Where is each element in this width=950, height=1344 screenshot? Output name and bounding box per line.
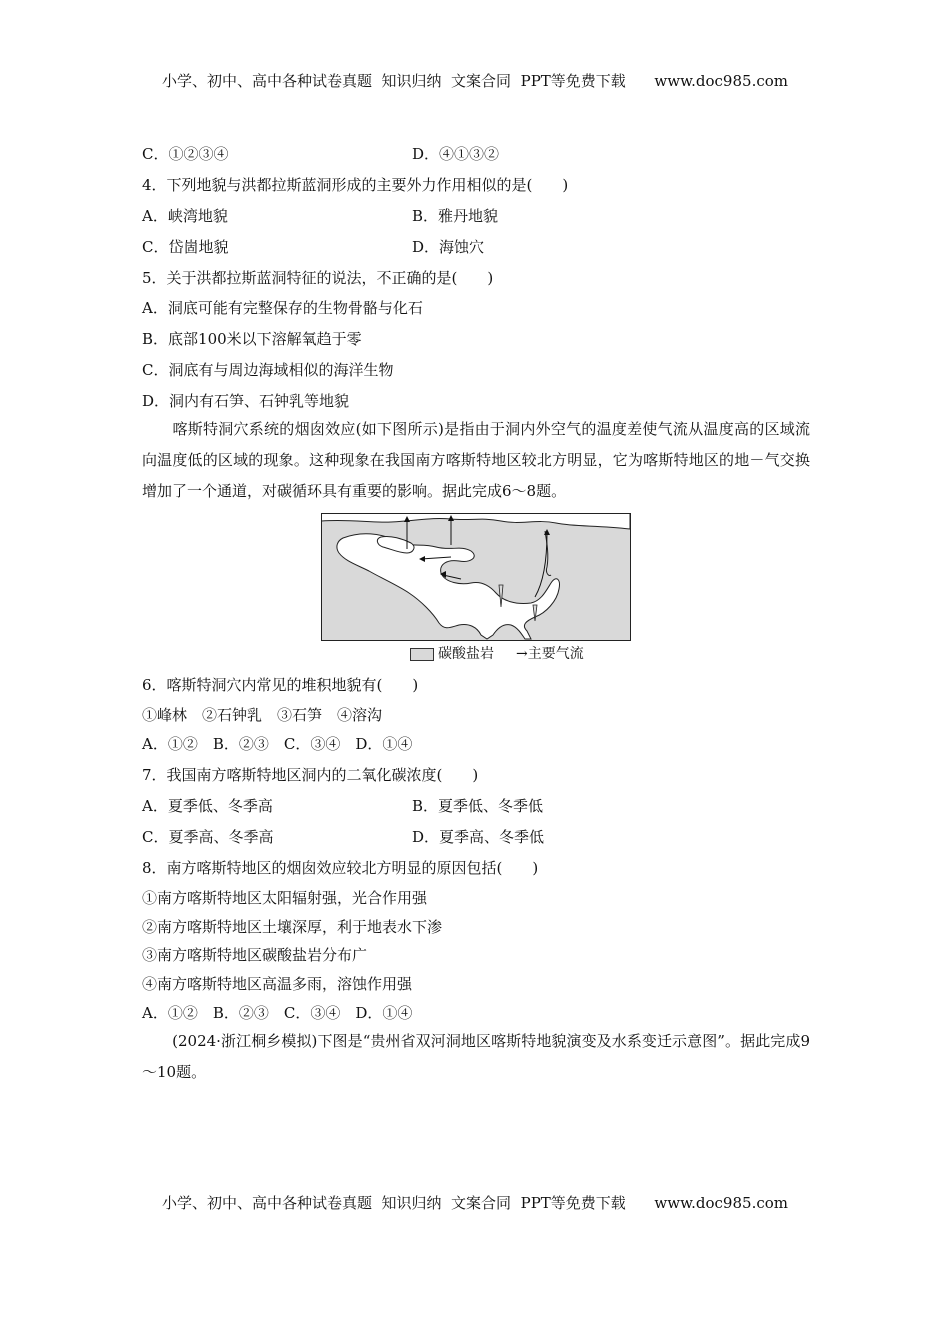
q4-option-b: B．雅丹地貌 [412, 207, 499, 225]
legend-rock-label: 碳酸盐岩 [438, 646, 494, 662]
q7-option-a: A．夏季低、冬季高 [142, 797, 273, 815]
q3-option-d: D．④①③② [412, 145, 500, 163]
q4-option-d: D．海蚀穴 [412, 238, 485, 256]
legend-rock-swatch [410, 648, 434, 661]
q8-options: A．①② B．②③ C．③④ D．①④ [142, 1004, 413, 1022]
q7-option-d: D．夏季高、冬季低 [412, 828, 545, 846]
q5-option-a: A．洞底可能有完整保存的生物骨骼与化石 [142, 299, 423, 317]
diagram-legend [410, 643, 584, 663]
cave-chimney-effect-diagram [321, 513, 631, 660]
q7-option-c: C．夏季高、冬季高 [142, 828, 274, 846]
q5-option-b: B．底部100米以下溶解氧趋于零 [142, 330, 362, 348]
q5-stem: 5．关于洪都拉斯蓝洞特征的说法，不正确的是( ) [142, 269, 494, 287]
q8-item-2: ②南方喀斯特地区土壤深厚，利于地表水下渗 [142, 918, 443, 936]
q8-item-3: ③南方喀斯特地区碳酸盐岩分布广 [142, 946, 368, 964]
q7-stem: 7．我国南方喀斯特地区洞内的二氧化碳浓度( ) [142, 766, 479, 784]
q4-stem: 4．下列地貌与洪都拉斯蓝洞形成的主要外力作用相似的是( ) [142, 176, 569, 194]
q8-item-1: ①南方喀斯特地区太阳辐射强，光合作用强 [142, 889, 428, 907]
q8-item-4: ④南方喀斯特地区高温多雨，溶蚀作用强 [142, 975, 413, 993]
q4-option-c: C．岱崮地貌 [142, 238, 229, 256]
q4-option-a: A．峡湾地貌 [142, 207, 228, 225]
q8-stem: 8．南方喀斯特地区的烟囱效应较北方明显的原因包括( ) [142, 859, 539, 877]
q7-option-b: B．夏季低、冬季低 [412, 797, 544, 815]
page-footer: 小学、初中、高中各种试卷真题 知识归纳 文案合同 PPT等免费下载 www.doc985.com [161, 1194, 788, 1212]
q3-option-c: C．①②③④ [142, 145, 229, 163]
passage-shuanghe-cave: (2024·浙江桐乡模拟)下图是“贵州省双河洞地区喀斯特地貌演变及水系变迁示意图”。据此完成9～10题。 [142, 1032, 810, 1081]
legend-flow-label: 主要气流 [527, 646, 584, 662]
q5-option-d: D．洞内有石笋、石钟乳等地貌 [142, 392, 350, 410]
arrow-right-icon: → [516, 646, 528, 662]
page-header: 小学、初中、高中各种试卷真题 知识归纳 文案合同 PPT等免费下载 www.doc985.com [161, 72, 788, 90]
q6-items: ①峰林 ②石钟乳 ③石笋 ④溶沟 [142, 706, 383, 724]
q5-option-c: C．洞底有与周边海域相似的海洋生物 [142, 361, 394, 379]
q6-stem: 6．喀斯特洞穴内常见的堆积地貌有( ) [142, 676, 419, 694]
passage-chimney-effect: 喀斯特洞穴系统的烟囱效应(如下图所示)是指由于洞内外空气的温度差使气流从温度高的区域流向温度低的区域的现象。这种现象在我国南方喀斯特地区较北方明显，它为喀斯特地区的地－气交换增加了一个通道，对碳循环具有重要的影响。据此完成6～8题。 [142, 420, 810, 500]
q6-options: A．①② B．②③ C．③④ D．①④ [142, 735, 413, 753]
